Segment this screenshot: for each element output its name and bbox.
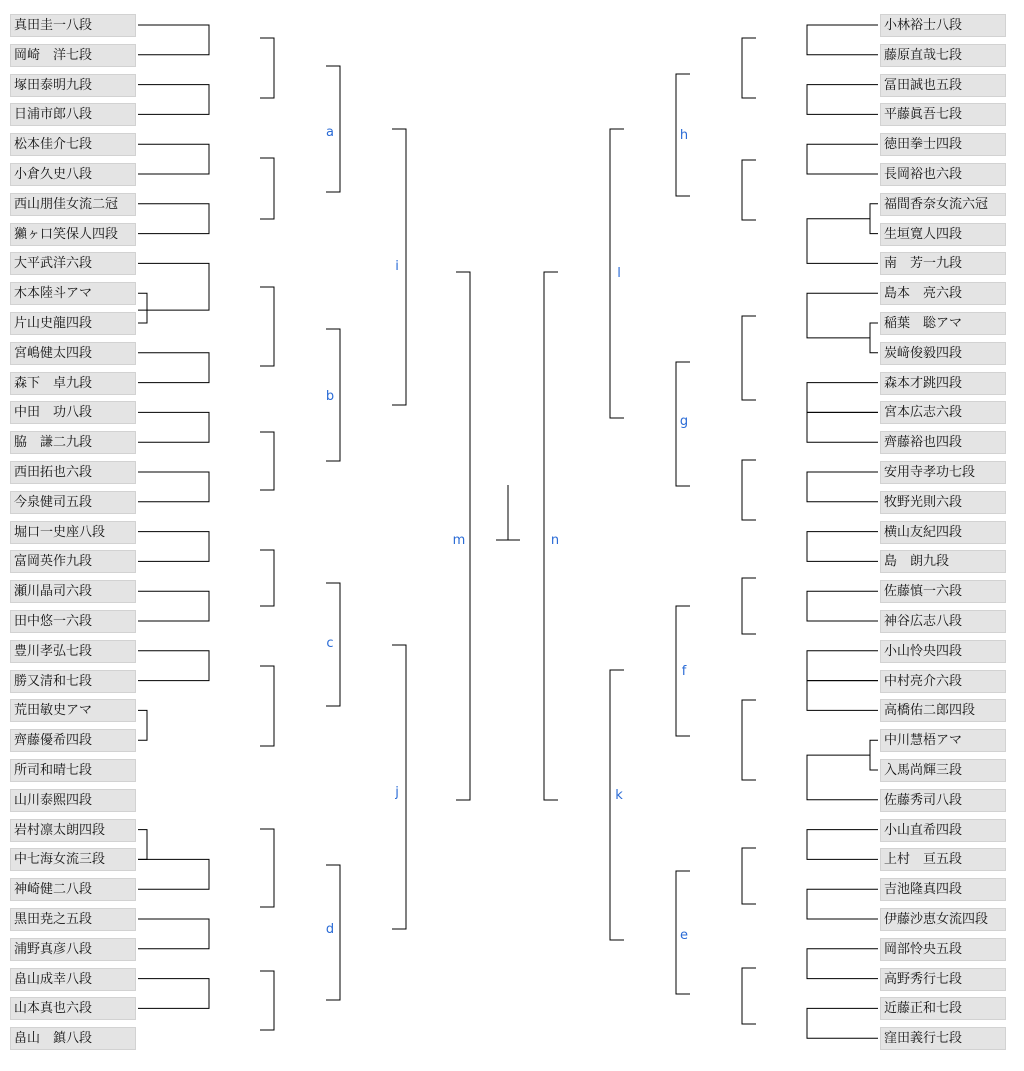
player-entry[interactable]: 高野秀行七段 bbox=[880, 968, 1006, 991]
player-entry[interactable]: 入馬尚輝三段 bbox=[880, 759, 1006, 782]
match-label-m: m bbox=[452, 533, 466, 548]
player-entry[interactable]: 所司和晴七段 bbox=[10, 759, 136, 782]
pair-connector bbox=[807, 651, 878, 681]
match-label-a: a bbox=[326, 125, 334, 140]
pair-connector bbox=[138, 532, 209, 562]
match-label-i: i bbox=[395, 259, 399, 274]
player-entry[interactable]: 中田 功八段 bbox=[10, 401, 136, 424]
round2-connector bbox=[260, 666, 274, 746]
pair-connector bbox=[807, 144, 878, 174]
player-entry[interactable]: 島 朗九段 bbox=[880, 550, 1006, 573]
match-label-h: h bbox=[679, 128, 689, 143]
round2-connector bbox=[742, 848, 756, 904]
player-entry[interactable]: 今泉健司五段 bbox=[10, 491, 136, 514]
pair-connector bbox=[807, 681, 878, 711]
player-entry[interactable]: 高橋佑二郎四段 bbox=[880, 699, 1006, 722]
player-entry[interactable]: 日浦市郎八段 bbox=[10, 103, 136, 126]
player-entry[interactable]: 岡部怜央五段 bbox=[880, 938, 1006, 961]
pair-connector bbox=[807, 591, 878, 621]
pair-connector bbox=[807, 412, 878, 442]
player-entry[interactable]: 藤原直哉七段 bbox=[880, 44, 1006, 67]
player-entry[interactable]: 片山史龍四段 bbox=[10, 312, 136, 335]
pair-connector bbox=[807, 532, 878, 562]
player-entry[interactable]: 平藤眞吾七段 bbox=[880, 103, 1006, 126]
round2-connector bbox=[260, 829, 274, 907]
player-entry[interactable]: 岡崎 洋七段 bbox=[10, 44, 136, 67]
player-entry[interactable]: 中川慧梧アマ bbox=[880, 729, 1006, 752]
prelim-connector bbox=[138, 830, 147, 860]
pair-connector bbox=[807, 830, 878, 860]
player-entry[interactable]: 横山友紀四段 bbox=[880, 521, 1006, 544]
pair-connector bbox=[807, 1008, 878, 1038]
pair-connector bbox=[138, 144, 209, 174]
player-entry[interactable]: 大平武洋六段 bbox=[10, 252, 136, 275]
player-entry[interactable]: 畠山成幸八段 bbox=[10, 968, 136, 991]
player-entry[interactable]: 西田拓也六段 bbox=[10, 461, 136, 484]
player-entry[interactable]: 福間香奈女流六冠 bbox=[880, 193, 1006, 216]
player-entry[interactable]: 齊藤優希四段 bbox=[10, 729, 136, 752]
player-entry[interactable]: 稲葉 聡アマ bbox=[880, 312, 1006, 335]
player-entry[interactable]: 安用寺孝功七段 bbox=[880, 461, 1006, 484]
pair-connector bbox=[807, 755, 878, 800]
pair-connector bbox=[138, 651, 209, 681]
pair-connector bbox=[807, 472, 878, 502]
pair-connector bbox=[138, 85, 209, 115]
player-entry[interactable]: 小山直希四段 bbox=[880, 819, 1006, 842]
match-label-e: e bbox=[680, 928, 688, 943]
player-entry[interactable]: 荒田敏史アマ bbox=[10, 699, 136, 722]
player-entry[interactable]: 長岡裕也六段 bbox=[880, 163, 1006, 186]
match-label-k: k bbox=[615, 788, 623, 803]
player-entry[interactable]: 富岡英作九段 bbox=[10, 550, 136, 573]
round2-connector bbox=[742, 460, 756, 520]
round2-connector bbox=[742, 160, 756, 220]
pair-connector bbox=[807, 25, 878, 55]
player-entry[interactable]: 島本 亮六段 bbox=[880, 282, 1006, 305]
player-entry[interactable]: 上村 亘五段 bbox=[880, 848, 1006, 871]
pair-connector bbox=[138, 979, 209, 1009]
player-entry[interactable]: 徳田拳士四段 bbox=[880, 133, 1006, 156]
player-entry[interactable]: 宮本広志六段 bbox=[880, 401, 1006, 424]
match-label-n: n bbox=[550, 533, 560, 548]
round2-connector bbox=[260, 287, 274, 366]
player-entry[interactable]: 木本陸斗アマ bbox=[10, 282, 136, 305]
prelim-connector bbox=[138, 293, 147, 323]
pair-connector bbox=[138, 25, 209, 55]
player-entry[interactable]: 畠山 鎮八段 bbox=[10, 1027, 136, 1050]
pair-connector bbox=[807, 85, 878, 115]
player-entry[interactable]: 吉池隆真四段 bbox=[880, 878, 1006, 901]
match-label-b: b bbox=[325, 389, 335, 404]
player-entry[interactable]: 西山朋佳女流二冠 bbox=[10, 193, 136, 216]
player-entry[interactable]: 冨田誠也五段 bbox=[880, 74, 1006, 97]
player-entry[interactable]: 岩村凛太朗四段 bbox=[10, 819, 136, 842]
player-entry[interactable]: 齊藤裕也四段 bbox=[880, 431, 1006, 454]
player-entry[interactable]: 佐藤秀司八段 bbox=[880, 789, 1006, 812]
prelim-connector bbox=[870, 740, 878, 770]
pair-connector bbox=[807, 889, 878, 919]
prelim-connector bbox=[870, 323, 878, 353]
player-entry[interactable]: 松本佳介七段 bbox=[10, 133, 136, 156]
player-entry[interactable]: 山本真也六段 bbox=[10, 997, 136, 1020]
round2-connector bbox=[742, 316, 756, 400]
round2-connector bbox=[742, 578, 756, 634]
prelim-connector bbox=[870, 204, 878, 234]
pair-connector bbox=[138, 412, 209, 442]
player-entry[interactable]: 窪田義行七段 bbox=[880, 1027, 1006, 1050]
player-entry[interactable]: 真田圭一八段 bbox=[10, 14, 136, 37]
player-entry[interactable]: 勝又清和七段 bbox=[10, 670, 136, 693]
match-label-c: c bbox=[326, 636, 334, 651]
match-label-g: g bbox=[679, 414, 689, 429]
round2-connector bbox=[260, 550, 274, 606]
player-entry[interactable]: 田中悠一六段 bbox=[10, 610, 136, 633]
pair-connector bbox=[807, 293, 878, 338]
player-entry[interactable]: 浦野真彦八段 bbox=[10, 938, 136, 961]
match-label-j: j bbox=[395, 785, 399, 800]
player-entry[interactable]: 森下 卓九段 bbox=[10, 372, 136, 395]
player-entry[interactable]: 中七海女流三段 bbox=[10, 848, 136, 871]
player-entry[interactable]: 牧野光則六段 bbox=[880, 491, 1006, 514]
player-entry[interactable]: 小倉久史八段 bbox=[10, 163, 136, 186]
pair-connector bbox=[138, 859, 209, 889]
pair-connector bbox=[807, 383, 878, 413]
match-label-l: l bbox=[617, 266, 621, 281]
player-entry[interactable]: 神崎健二八段 bbox=[10, 878, 136, 901]
match-label-f: f bbox=[681, 664, 687, 679]
player-entry[interactable]: 佐藤慎一六段 bbox=[880, 580, 1006, 603]
player-entry[interactable]: 炭﨑俊毅四段 bbox=[880, 342, 1006, 365]
player-entry[interactable]: 森本才跳四段 bbox=[880, 372, 1006, 395]
player-entry[interactable]: 宮嶋健太四段 bbox=[10, 342, 136, 365]
round2-connector bbox=[260, 158, 274, 219]
player-entry[interactable]: 脇 謙二九段 bbox=[10, 431, 136, 454]
round2-connector bbox=[260, 38, 274, 98]
player-entry[interactable]: 伊藤沙恵女流四段 bbox=[880, 908, 1006, 931]
prelim-connector bbox=[138, 710, 147, 740]
pair-connector bbox=[807, 219, 878, 264]
player-entry[interactable]: 南 芳一九段 bbox=[880, 252, 1006, 275]
player-entry[interactable]: 近藤正和七段 bbox=[880, 997, 1006, 1020]
player-entry[interactable]: 中村亮介六段 bbox=[880, 670, 1006, 693]
player-entry[interactable]: 神谷広志八段 bbox=[880, 610, 1006, 633]
round2-connector bbox=[260, 432, 274, 490]
player-entry[interactable]: 黒田尭之五段 bbox=[10, 908, 136, 931]
round2-connector bbox=[260, 971, 274, 1030]
player-entry[interactable]: 堀口一史座八段 bbox=[10, 521, 136, 544]
player-entry[interactable]: 小林裕士八段 bbox=[880, 14, 1006, 37]
round2-connector bbox=[742, 968, 756, 1024]
player-entry[interactable]: 山川泰熙四段 bbox=[10, 789, 136, 812]
round2-connector bbox=[742, 38, 756, 98]
pair-connector bbox=[807, 949, 878, 979]
player-entry[interactable]: 小山怜央四段 bbox=[880, 640, 1006, 663]
round4-connector-k bbox=[610, 670, 624, 940]
pair-connector bbox=[138, 263, 209, 310]
player-entry[interactable]: 塚田泰明九段 bbox=[10, 74, 136, 97]
pair-connector bbox=[138, 472, 209, 502]
pair-connector bbox=[138, 353, 209, 383]
player-entry[interactable]: 瀬川晶司六段 bbox=[10, 580, 136, 603]
match-label-d: d bbox=[325, 922, 335, 937]
pair-connector bbox=[138, 204, 209, 234]
player-entry[interactable]: 豊川孝弘七段 bbox=[10, 640, 136, 663]
player-entry[interactable]: 獺ヶ口笑保人四段 bbox=[10, 223, 136, 246]
player-entry[interactable]: 生垣寛人四段 bbox=[880, 223, 1006, 246]
pair-connector bbox=[138, 919, 209, 949]
pair-connector bbox=[138, 591, 209, 621]
round2-connector bbox=[742, 700, 756, 780]
